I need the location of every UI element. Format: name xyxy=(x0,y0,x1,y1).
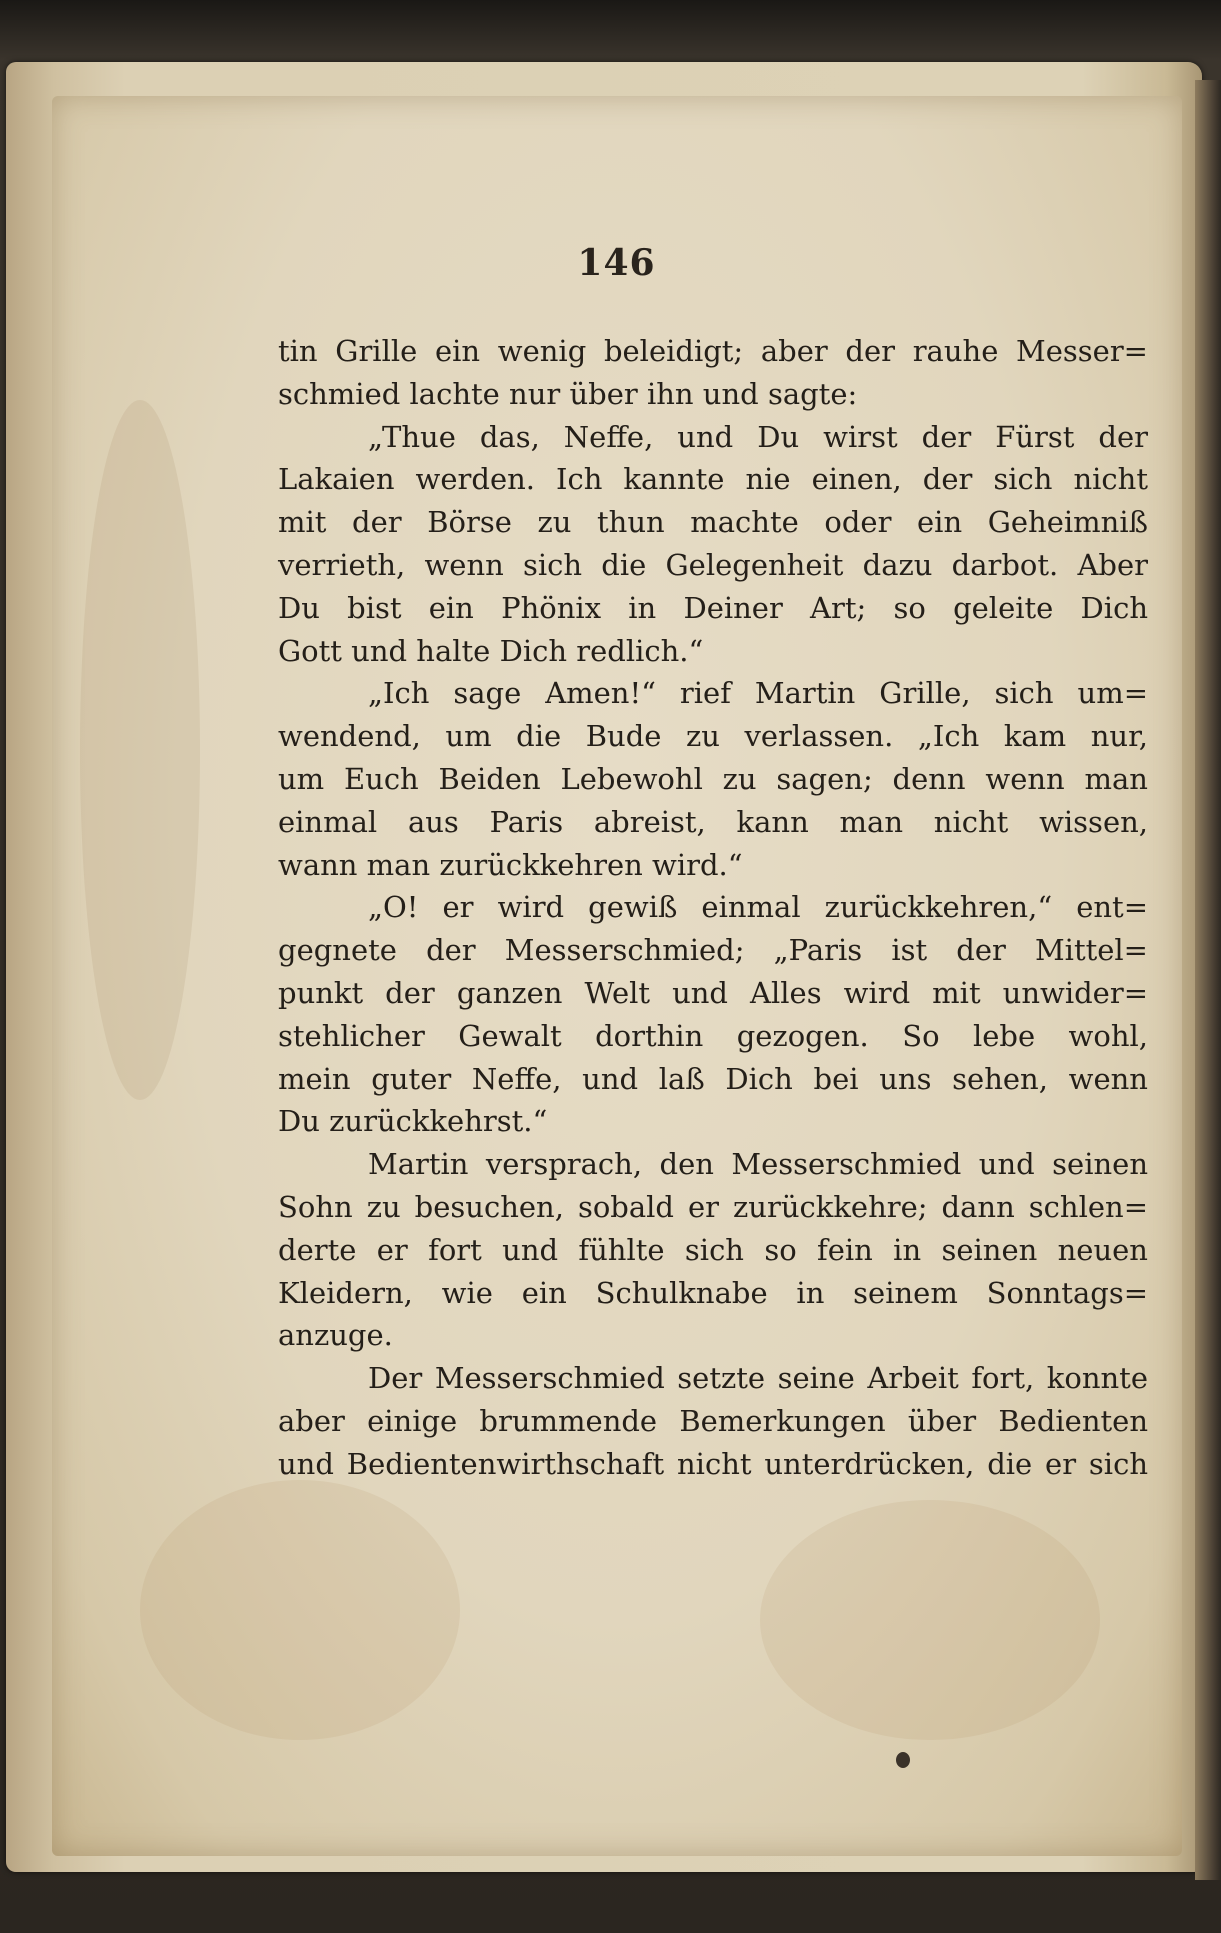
text-line: „O! er wird gewiß einmal zurückkehren,“ ent= xyxy=(368,890,1148,925)
text-line: verrieth, wenn sich die Gelegenheit dazu darbot. Aber xyxy=(278,547,1148,582)
text-line: mein guter Neffe, und laß Dich bei uns sehen, wenn xyxy=(278,1061,1148,1096)
text-line: mit der Börse zu thun machte oder ein Geheimniß xyxy=(278,505,1148,540)
text-line: derte er fort und fühlte sich so fein in seinen neuen xyxy=(278,1232,1148,1267)
text-line: Du zurückkehrst.“ xyxy=(278,1104,548,1139)
book-binding-edge xyxy=(1195,80,1221,1880)
text-line: und Bedientenwirthschaft nicht unterdrücken, die er sich xyxy=(278,1446,1148,1481)
text-line: wendend, um die Bude zu verlassen. „Ich kam nur, xyxy=(278,719,1148,754)
text-line: Martin versprach, den Messerschmied und seinen xyxy=(368,1147,1148,1182)
paper-stain xyxy=(140,1480,460,1740)
ink-speck xyxy=(896,1752,910,1768)
text-line: „Thue das, Neffe, und Du wirst der Fürst der xyxy=(368,419,1148,454)
text-line: Sohn zu besuchen, sobald er zurückkehre; dann schlen= xyxy=(278,1189,1148,1224)
text-line: Du bist ein Phönix in Deiner Art; so geleite Dich xyxy=(278,590,1148,625)
text-line: stehlicher Gewalt dorthin gezogen. So lebe wohl, xyxy=(278,1018,1148,1053)
text-line: tin Grille ein wenig beleidigt; aber der rauhe Messer= xyxy=(278,334,1148,368)
text-line: Gott und halte Dich redlich.“ xyxy=(278,633,704,668)
text-line: gegnete der Messerschmied; „Paris ist der Mittel= xyxy=(278,933,1148,968)
text-line: um Euch Beiden Lebewohl zu sagen; denn wenn man xyxy=(278,761,1148,796)
text-line: „Ich sage Amen!“ rief Martin Grille, sich um= xyxy=(368,676,1148,711)
text-line: aber einige brummende Bemerkungen über Bedienten xyxy=(278,1403,1148,1438)
text-line: Der Messerschmied setzte seine Arbeit fort, konnte xyxy=(368,1361,1148,1396)
text-line: schmied lachte nur über ihn und sagte: xyxy=(278,376,858,411)
paper-stain xyxy=(760,1500,1100,1740)
page-number: 146 xyxy=(577,242,656,284)
text-line: anzuge. xyxy=(278,1318,393,1353)
text-line: Lakaien werden. Ich kannte nie einen, der sich nicht xyxy=(278,462,1148,497)
page-text-block xyxy=(278,330,1148,1486)
paper-stain xyxy=(80,400,200,1100)
text-line: einmal aus Paris abreist, kann man nicht wissen, xyxy=(278,804,1148,839)
text-line: punkt der ganzen Welt und Alles wird mit unwider= xyxy=(278,975,1148,1010)
text-line: wann man zurückkehren wird.“ xyxy=(278,847,743,882)
text-line: Kleidern, wie ein Schulknabe in seinem Sonntags= xyxy=(278,1275,1148,1310)
